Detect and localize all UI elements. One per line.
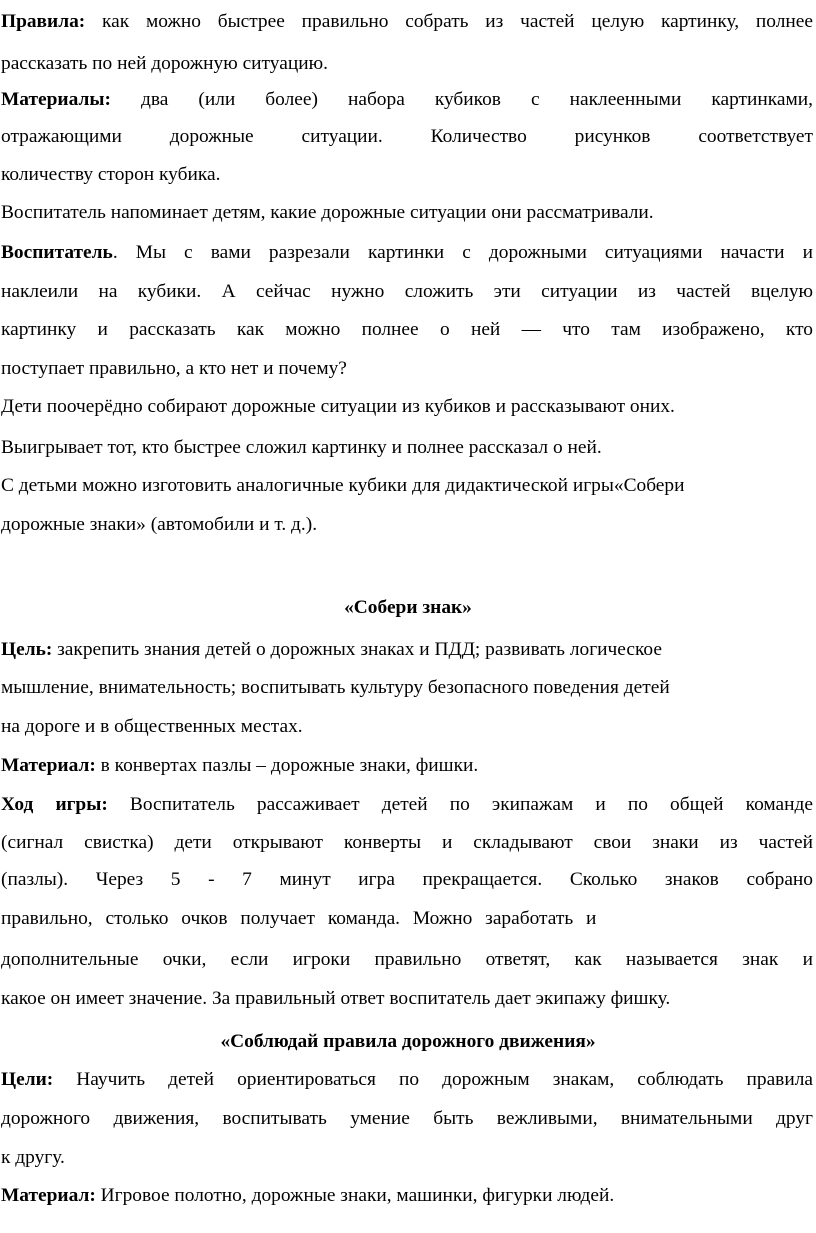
line-text: дополнительные очки, если игроки правильно ответят, как называется знак и bbox=[1, 949, 813, 970]
text-line bbox=[1, 272, 813, 312]
text-line bbox=[1, 1099, 813, 1139]
line-text: (пазлы). Через 5 - 7 минут игра прекращается. Сколько знаков собрано bbox=[1, 869, 813, 890]
text-line bbox=[1, 785, 813, 825]
line-text: Игровое полотно, дорожные знаки, машинки, фигурки людей. bbox=[95, 1185, 615, 1206]
bold-label: Воспитатель bbox=[1, 242, 113, 263]
bold-label: Ход игры: bbox=[1, 794, 108, 815]
text-line bbox=[1, 233, 813, 273]
text-line bbox=[1, 860, 813, 900]
line-text: количеству сторон кубика. bbox=[1, 164, 221, 185]
text-line bbox=[1, 630, 813, 670]
bold-label: Цели: bbox=[1, 1069, 54, 1090]
bold-label: «Собери знак» bbox=[344, 597, 472, 618]
line-text: . Мы с вами разрезали картинки с дорожными ситуациями начасти и bbox=[112, 242, 813, 263]
text-line bbox=[1, 44, 813, 84]
line-text: к другу. bbox=[1, 1147, 65, 1168]
bold-label: Материал: bbox=[1, 755, 96, 776]
text-line bbox=[1, 1176, 813, 1216]
text-line bbox=[1, 310, 813, 350]
bold-label: Материалы: bbox=[1, 89, 111, 110]
text-line bbox=[1, 1060, 813, 1100]
line-text: закрепить знания детей о дорожных знаках и ПДД; развивать логическое bbox=[52, 639, 662, 660]
line-text: отражающими дорожные ситуации. Количество рисунков соответствует bbox=[1, 126, 813, 147]
line-text: Выигрывает тот, кто быстрее сложил картинку и полнее рассказал о ней. bbox=[1, 437, 602, 458]
line-text: мышление, внимательность; воспитывать культуру безопасного поведения детей bbox=[1, 677, 670, 698]
text-line bbox=[1, 2, 813, 42]
line-text: Воспитатель напоминает детям, какие дорожные ситуации они рассматривали. bbox=[1, 202, 654, 223]
bold-label: «Соблюдай правила дорожного движения» bbox=[220, 1031, 596, 1052]
text-line bbox=[1, 505, 813, 545]
line-text: дорожные знаки» (автомобили и т. д.). bbox=[1, 514, 318, 535]
text-line bbox=[1, 466, 813, 506]
line-text: правильно, столько очков получает команда. Можно заработать и bbox=[1, 908, 597, 929]
text-line bbox=[1, 746, 813, 786]
line-text: рассказать по ней дорожную ситуацию. bbox=[1, 53, 328, 74]
text-line bbox=[1, 707, 813, 747]
bold-label: Правила: bbox=[1, 11, 86, 32]
line-text: в конвертах пазлы – дорожные знаки, фишки. bbox=[95, 755, 479, 776]
text-line bbox=[1, 1138, 813, 1178]
text-line bbox=[1, 193, 813, 233]
line-text: (сигнал свистка) дети открывают конверты и складывают свои знаки из частей bbox=[1, 832, 813, 853]
line-text: Воспитатель рассаживает детей по экипажам и по общей команде bbox=[107, 794, 813, 815]
section-heading bbox=[0, 1022, 816, 1062]
text-line bbox=[1, 387, 813, 427]
text-line bbox=[1, 979, 813, 1019]
line-text: картинку и рассказать как можно полнее о ней — что там изображено, кто bbox=[1, 319, 813, 340]
line-text: поступает правильно, а кто нет и почему? bbox=[1, 358, 347, 379]
line-text: дорожного движения, воспитывать умение быть вежливыми, внимательными друг bbox=[1, 1108, 813, 1129]
line-text: Научить детей ориентироваться по дорожным знакам, соблюдать правила bbox=[53, 1069, 813, 1090]
text-line bbox=[1, 349, 813, 389]
text-line bbox=[1, 428, 813, 468]
text-line bbox=[1, 80, 813, 120]
line-text: как можно быстрее правильно собрать из частей целую картинку, полнее bbox=[85, 11, 813, 32]
line-text: два (или более) набора кубиков с наклеенными картинками, bbox=[110, 89, 813, 110]
bold-label: Материал: bbox=[1, 1185, 96, 1206]
line-text: наклеили на кубики. А сейчас нужно сложить эти ситуации из частей вцелую bbox=[1, 281, 813, 302]
text-line bbox=[1, 668, 813, 708]
text-line bbox=[1, 823, 813, 863]
line-text: какое он имеет значение. За правильный ответ воспитатель дает экипажу фишку. bbox=[1, 988, 671, 1009]
text-line bbox=[1, 899, 813, 939]
bold-label: Цель: bbox=[1, 639, 53, 660]
line-text: Дети поочерёдно собирают дорожные ситуации из кубиков и рассказывают оних. bbox=[1, 396, 675, 417]
text-line bbox=[1, 940, 813, 980]
line-text: С детьми можно изготовить аналогичные кубики для дидактической игры«Собери bbox=[1, 475, 685, 496]
text-line bbox=[1, 117, 813, 157]
line-text: на дороге и в общественных местах. bbox=[1, 716, 303, 737]
text-line bbox=[1, 155, 813, 195]
section-heading bbox=[0, 588, 816, 628]
